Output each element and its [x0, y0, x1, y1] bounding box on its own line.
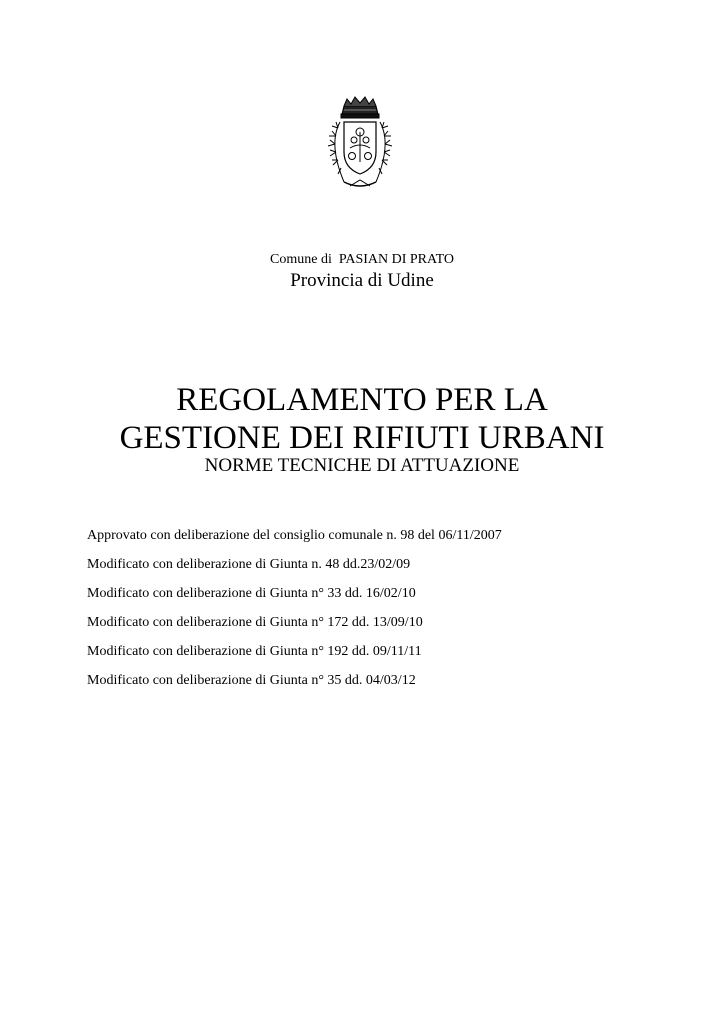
document-subtitle: NORME TECNICHE DI ATTUAZIONE	[204, 455, 520, 476]
amendment-entry: Approvato con deliberazione del consiglio comunale n. 98 del 06/11/2007	[87, 528, 502, 543]
amendment-entry: Modificato con deliberazione di Giunta n° 192 dd. 09/11/11	[87, 644, 422, 659]
comune-name: Comune di PASIAN DI PRATO	[270, 252, 454, 267]
amendment-entry: Modificato con deliberazione di Giunta n° 35 dd. 04/03/12	[87, 673, 416, 688]
amendment-entry: Modificato con deliberazione di Giunta n. 48 dd.23/02/09	[87, 557, 411, 572]
amendment-entry: Modificato con deliberazione di Giunta n° 33 dd. 16/02/10	[87, 586, 416, 601]
amendment-history-list	[87, 528, 687, 702]
provincia-name: Provincia di Udine	[290, 270, 434, 291]
document-title-line-1: REGOLAMENTO PER LA	[176, 382, 548, 418]
municipal-coat-of-arms-icon	[314, 92, 406, 196]
document-title-line-2: GESTIONE DEI RIFIUTI URBANI	[119, 420, 605, 456]
amendment-entry: Modificato con deliberazione di Giunta n° 172 dd. 13/09/10	[87, 615, 423, 630]
